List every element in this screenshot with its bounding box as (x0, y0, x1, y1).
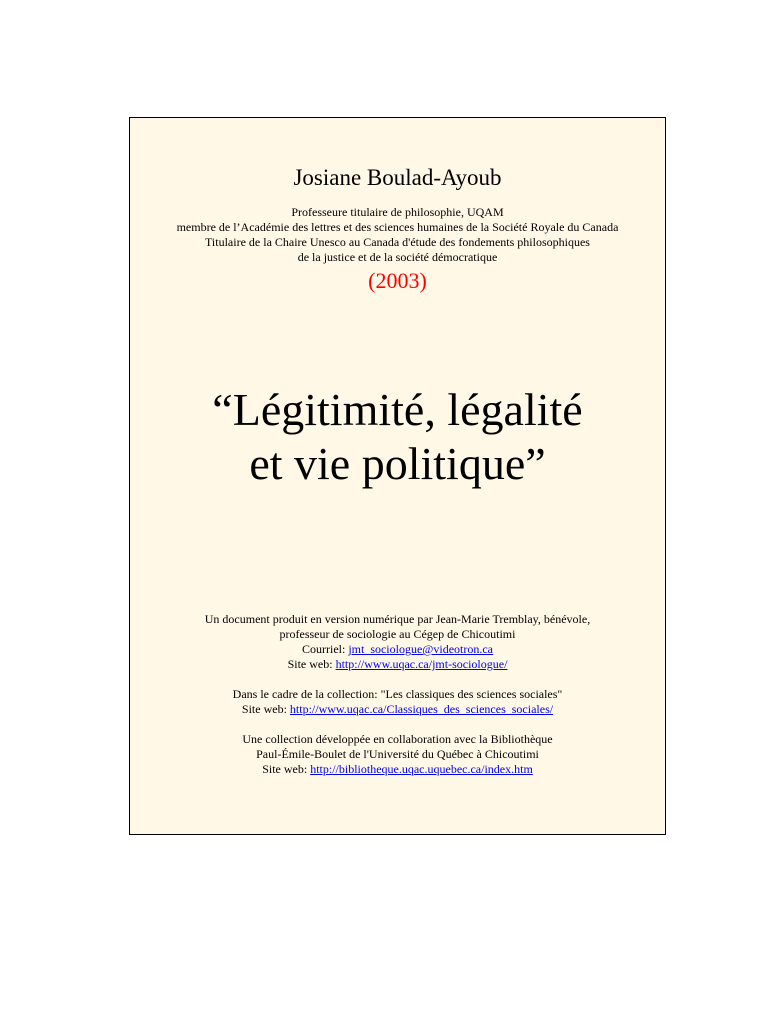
credit-line: Paul-Émile-Boulet de l'Université du Québec à Chicoutimi (256, 747, 539, 761)
website-line (130, 762, 665, 777)
credit-line: professeur de sociologie au Cégep de Chicoutimi (279, 627, 516, 641)
collection-credit (130, 687, 665, 717)
title-line: “Légitimité, légalité (212, 384, 583, 435)
credits-section (130, 612, 665, 792)
affiliation-line: membre de l’Académie des lettres et des sciences humaines de la Société Royale du Canada (176, 220, 619, 234)
cover-page (129, 117, 666, 835)
email-link[interactable]: jmt_sociologue@videotron.ca (348, 642, 493, 656)
collection-website-link[interactable]: http://www.uqac.ca/Classiques_des_sciences_sociales/ (289, 702, 554, 716)
title-line: et vie politique” (249, 438, 546, 489)
affiliation-line: Titulaire de la Chaire Unesco au Canada d'étude des fondements philosophiques (205, 235, 590, 249)
email-line (130, 642, 665, 657)
library-website-link[interactable]: http://bibliotheque.uqac.uquebec.ca/index.htm (310, 762, 533, 776)
library-credit (130, 732, 665, 777)
author-website-link[interactable]: http://www.uqac.ca/jmt-sociologue/ (335, 657, 508, 671)
credit-line: Dans le cadre de la collection: "Les classiques des sciences sociales" (232, 687, 563, 701)
website-label: Site web: (241, 702, 290, 716)
document-title (130, 383, 665, 491)
credit-line: Une collection développée en collaboration avec la Bibliothèque (242, 732, 553, 746)
email-label: Courriel: (301, 642, 349, 656)
credit-line: Un document produit en version numérique par Jean-Marie Tremblay, bénévole, (204, 612, 591, 626)
author-name: Josiane Boulad-Ayoub (293, 165, 502, 190)
digitization-credit (130, 612, 665, 672)
author-affiliations (130, 205, 665, 265)
website-label: Site web: (262, 762, 311, 776)
website-line (130, 702, 665, 717)
publication-year: (2003) (368, 268, 427, 293)
affiliation-line: de la justice et de la société démocratique (297, 250, 498, 264)
affiliation-line: Professeure titulaire de philosophie, UQAM (291, 205, 504, 219)
website-label: Site web: (287, 657, 336, 671)
website-line (130, 657, 665, 672)
